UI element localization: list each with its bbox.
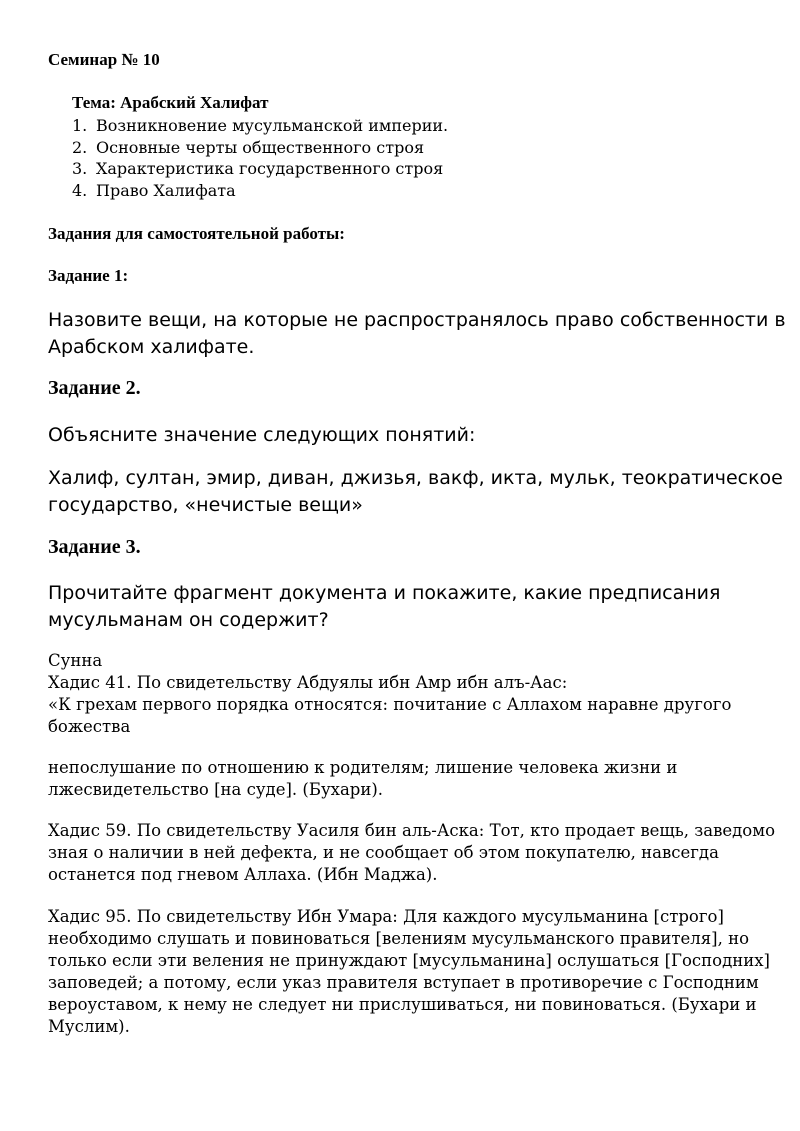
list-text: Основные черты общественного строя <box>96 138 425 157</box>
topic-list-item <box>72 115 448 137</box>
document-line: останется под гневом Аллаха. (Ибн Маджа). <box>48 865 438 884</box>
seminar-title: Семинар № 10 <box>48 50 160 69</box>
document-source-title: Сунна <box>48 651 103 670</box>
topic-list-item <box>72 158 443 180</box>
list-number: 3. <box>72 159 88 178</box>
task2-prompt: Объясните значение следующих понятий: <box>48 424 476 446</box>
document-line: «К грехам первого порядка относятся: почитание с Аллахом наравне другого <box>48 695 732 714</box>
document-line: вероуставом, к нему не следует ни прислушиваться, ни повиноваться. (Бухари и <box>48 995 757 1014</box>
list-number: 1. <box>72 116 88 135</box>
document-line: зная о наличии в ней дефекта, и не сообщает об этом покупателю, навсегда <box>48 843 719 862</box>
list-text: Право Халифата <box>96 181 236 200</box>
task1-text-line: Назовите вещи, на которые не распространялось право собственности в <box>48 309 786 331</box>
task1-text-line: Арабском халифате. <box>48 336 255 358</box>
task2-heading: Задание 2. <box>48 377 141 399</box>
topic-heading: Тема: Арабский Халифат <box>72 93 269 112</box>
document-line: необходимо слушать и повиноваться [велениям мусульманского правителя], но <box>48 929 750 948</box>
task3-prompt-line: Прочитайте фрагмент документа и покажите, какие предписания <box>48 582 721 604</box>
document-line: Хадис 59. По свидетельству Уасиля бин аль-Аска: Тот, кто продает вещь, заведомо <box>48 821 775 840</box>
topic-list-item <box>72 180 236 202</box>
topic-list-item <box>72 137 424 159</box>
task2-terms-line: государство, «нечистые вещи» <box>48 494 363 516</box>
list-number: 2. <box>72 138 88 157</box>
task2-terms-line: Халиф, султан, эмир, диван, джизья, вакф, икта, мульк, теократическое <box>48 467 783 489</box>
document-line: только если эти веления не принуждают [мусульманина] ослушаться [Господних] <box>48 951 770 970</box>
task3-prompt-line: мусульманам он содержит? <box>48 609 329 631</box>
list-number: 4. <box>72 181 88 200</box>
document-line: Хадис 95. По свидетельству Ибн Умара: Для каждого мусульманина [строго] <box>48 907 724 926</box>
document-line: Муслим). <box>48 1017 130 1036</box>
list-text: Характеристика государственного строя <box>96 159 444 178</box>
document-line: Хадис 41. По свидетельству Абдуялы ибн Амр ибн алъ-Аас: <box>48 673 568 692</box>
document-line: божества <box>48 717 131 736</box>
tasks-heading: Задания для самостоятельной работы: <box>48 224 345 243</box>
document-line: лжесвидетельство [на суде]. (Бухари). <box>48 780 384 799</box>
task3-heading: Задание 3. <box>48 536 141 558</box>
document-line: непослушание по отношению к родителям; лишение человека жизни и <box>48 758 678 777</box>
task1-heading: Задание 1: <box>48 266 129 285</box>
list-text: Возникновение мусульманской империи. <box>96 116 449 135</box>
document-line: заповедей; а потому, если указ правителя вступает в противоречие с Господним <box>48 973 759 992</box>
